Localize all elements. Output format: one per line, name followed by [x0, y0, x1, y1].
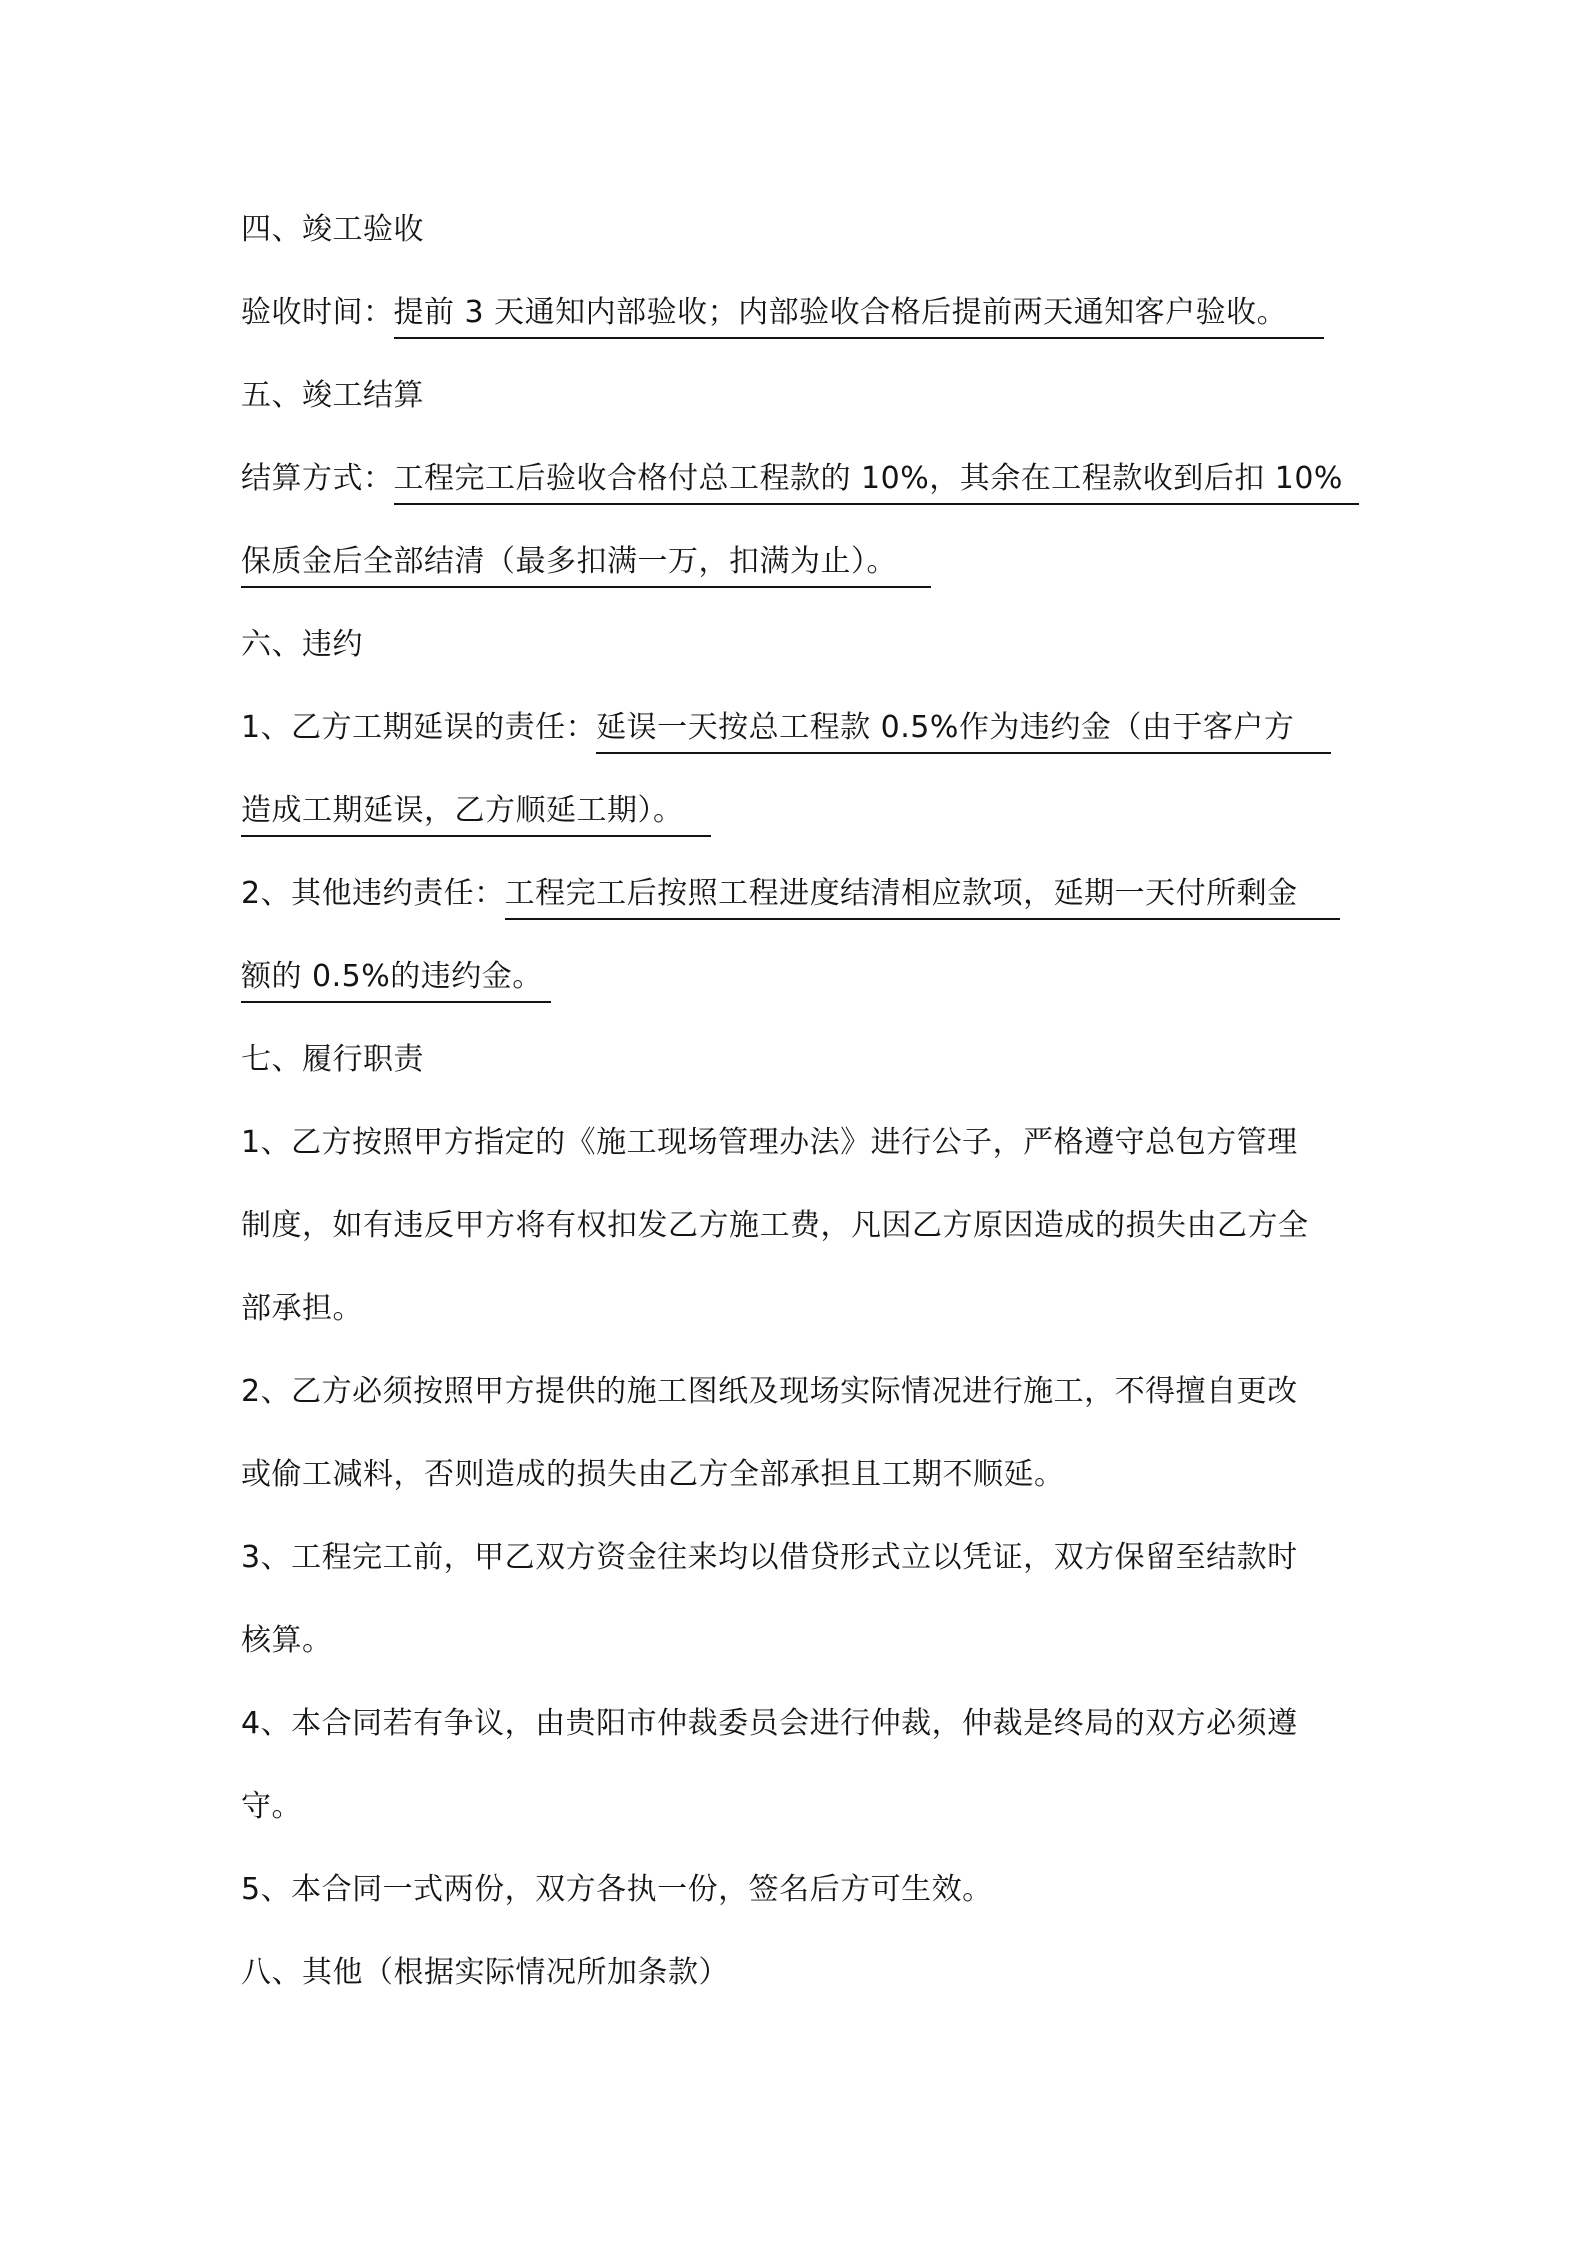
acceptance-time-label: 验收时间：	[241, 295, 394, 330]
breach-item-1-value-line1: 延误一天按总工程款 0.5%作为违约金（由于客户方	[596, 708, 1331, 754]
breach-item-2-value-line1: 工程完工后按照工程进度结清相应款项，延期一天付所剩金	[505, 874, 1340, 920]
breach-item-1-row	[241, 708, 1331, 754]
settlement-method-row	[241, 459, 1359, 505]
duties-item-1-line1: 1、乙方按照甲方指定的《施工现场管理办法》进行公子，严格遵守总包方管理	[241, 1125, 1298, 1160]
section-heading-acceptance: 四、竣工验收	[241, 212, 424, 247]
settlement-method-value-line1: 工程完工后验收合格付总工程款的 10%，其余在工程款收到后扣 10%	[394, 459, 1359, 505]
duties-item-5-line1: 5、本合同一式两份，双方各执一份，签名后方可生效。	[241, 1872, 993, 1907]
duties-item-4-line2: 守。	[241, 1789, 302, 1824]
acceptance-time-row	[241, 293, 1324, 339]
breach-item-2-value-line2: 额的 0.5%的违约金。	[241, 957, 551, 1003]
duties-item-1-line3: 部承担。	[241, 1291, 363, 1326]
breach-item-1-label: 1、乙方工期延误的责任：	[241, 710, 597, 745]
breach-item-2-label: 2、其他违约责任：	[241, 876, 505, 911]
section-heading-other: 八、其他（根据实际情况所加条款）	[241, 1955, 729, 1990]
section-heading-duties: 七、履行职责	[241, 1042, 424, 1077]
breach-item-2-row	[241, 874, 1340, 920]
acceptance-time-value: 提前 3 天通知内部验收；内部验收合格后提前两天通知客户验收。	[394, 293, 1324, 339]
settlement-method-label: 结算方式：	[241, 461, 394, 496]
duties-item-3-line1: 3、工程完工前，甲乙双方资金往来均以借贷形式立以凭证，双方保留至结款时	[241, 1540, 1298, 1575]
section-heading-breach: 六、违约	[241, 627, 363, 662]
duties-item-3-line2: 核算。	[241, 1623, 333, 1658]
duties-item-2-line1: 2、乙方必须按照甲方提供的施工图纸及现场实际情况进行施工，不得擅自更改	[241, 1374, 1298, 1409]
settlement-method-row-2	[241, 542, 931, 588]
settlement-method-value-line2: 保质金后全部结清（最多扣满一万，扣满为止）。	[241, 542, 931, 588]
section-heading-settlement: 五、竣工结算	[241, 378, 424, 413]
breach-item-1-row-2	[241, 791, 711, 837]
breach-item-1-value-line2: 造成工期延误，乙方顺延工期）。	[241, 791, 711, 837]
duties-item-4-line1: 4、本合同若有争议，由贵阳市仲裁委员会进行仲裁，仲裁是终局的双方必须遵	[241, 1706, 1298, 1741]
duties-item-2-line2: 或偷工减料，否则造成的损失由乙方全部承担且工期不顺延。	[241, 1457, 1065, 1492]
duties-item-1-line2: 制度，如有违反甲方将有权扣发乙方施工费，凡因乙方原因造成的损失由乙方全	[241, 1208, 1309, 1243]
breach-item-2-row-2	[241, 957, 551, 1003]
